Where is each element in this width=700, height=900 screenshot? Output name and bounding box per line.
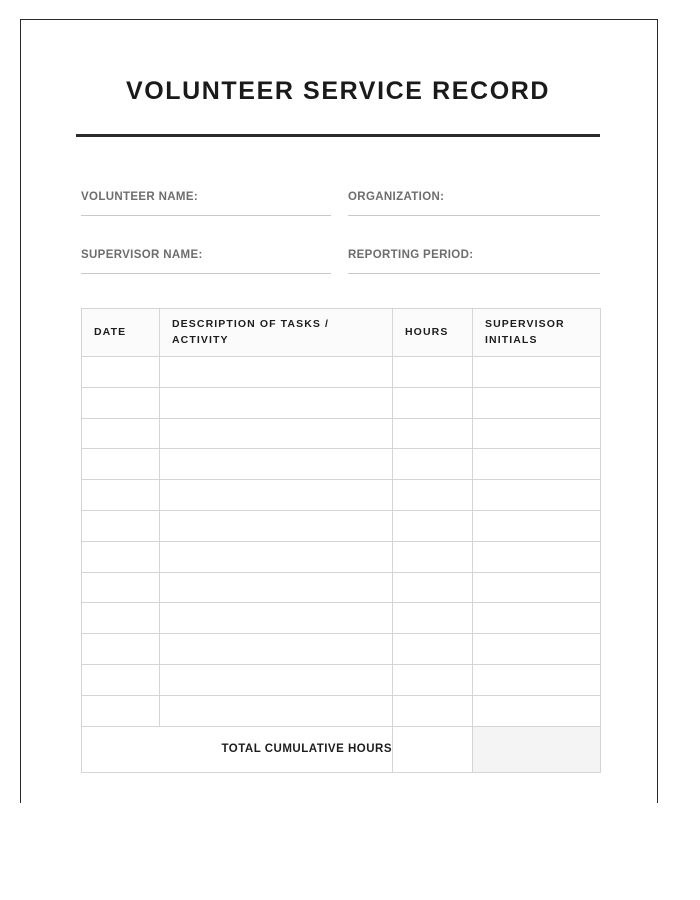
cell-description[interactable] — [160, 664, 393, 695]
field-label: VOLUNTEER NAME: — [81, 191, 199, 203]
table-row — [82, 418, 601, 449]
table-row — [82, 510, 601, 541]
cell-description[interactable] — [160, 418, 393, 449]
cell-date[interactable] — [82, 387, 160, 418]
column-header-description: DESCRIPTION OF TASKS / ACTIVITY — [160, 309, 393, 357]
cell-date[interactable] — [82, 541, 160, 572]
field-label: REPORTING PERIOD: — [348, 249, 474, 261]
page-title: VOLUNTEER SERVICE RECORD — [125, 77, 551, 105]
cell-date[interactable] — [82, 664, 160, 695]
cell-date[interactable] — [82, 357, 160, 388]
table-row — [82, 572, 601, 603]
table-row — [82, 695, 601, 726]
cell-initials[interactable] — [473, 480, 601, 511]
cell-hours[interactable] — [393, 449, 473, 480]
cell-date[interactable] — [82, 510, 160, 541]
cell-date[interactable] — [82, 634, 160, 665]
service-record-table — [81, 308, 601, 773]
field-underline — [81, 273, 331, 274]
cell-description[interactable] — [160, 510, 393, 541]
total-initials-shaded-cell — [473, 726, 601, 772]
cell-initials[interactable] — [473, 695, 601, 726]
cell-description[interactable] — [160, 603, 393, 634]
cell-initials[interactable] — [473, 541, 601, 572]
cell-hours[interactable] — [393, 480, 473, 511]
column-header-date: DATE — [82, 309, 160, 357]
cell-initials[interactable] — [473, 449, 601, 480]
cell-date[interactable] — [82, 603, 160, 634]
total-label-cell: TOTAL CUMULATIVE HOURS — [82, 726, 393, 772]
cell-initials[interactable] — [473, 418, 601, 449]
total-row — [82, 726, 601, 772]
table-row — [82, 387, 601, 418]
field-volunteer-name[interactable] — [81, 191, 331, 203]
cell-initials[interactable] — [473, 510, 601, 541]
title-divider — [76, 134, 600, 137]
cell-description[interactable] — [160, 387, 393, 418]
cell-initials[interactable] — [473, 664, 601, 695]
table-header — [82, 309, 601, 357]
cell-hours[interactable] — [393, 634, 473, 665]
table-row — [82, 603, 601, 634]
cell-date[interactable] — [82, 449, 160, 480]
table-footer — [82, 726, 601, 772]
cell-description[interactable] — [160, 634, 393, 665]
cell-initials[interactable] — [473, 634, 601, 665]
cell-initials[interactable] — [473, 572, 601, 603]
cell-hours[interactable] — [393, 510, 473, 541]
field-underline — [348, 273, 600, 274]
total-hours-cell[interactable] — [393, 726, 473, 772]
table-row — [82, 664, 601, 695]
cell-date[interactable] — [82, 480, 160, 511]
field-organization[interactable] — [348, 191, 600, 203]
cell-hours[interactable] — [393, 387, 473, 418]
table-row — [82, 449, 601, 480]
field-label: ORGANIZATION: — [348, 191, 445, 203]
cell-description[interactable] — [160, 357, 393, 388]
column-header-initials: SUPERVISOR INITIALS — [473, 309, 601, 357]
cell-date[interactable] — [82, 418, 160, 449]
cell-date[interactable] — [82, 695, 160, 726]
column-header-hours: HOURS — [393, 309, 473, 357]
cell-description[interactable] — [160, 541, 393, 572]
field-label: SUPERVISOR NAME: — [81, 249, 203, 261]
table-body — [82, 357, 601, 727]
field-underline — [348, 215, 600, 216]
table-row — [82, 634, 601, 665]
cell-hours[interactable] — [393, 541, 473, 572]
cell-hours[interactable] — [393, 357, 473, 388]
cell-description[interactable] — [160, 572, 393, 603]
cell-initials[interactable] — [473, 387, 601, 418]
table-row — [82, 480, 601, 511]
cell-description[interactable] — [160, 695, 393, 726]
cell-hours[interactable] — [393, 664, 473, 695]
cell-hours[interactable] — [393, 695, 473, 726]
cell-hours[interactable] — [393, 418, 473, 449]
cell-initials[interactable] — [473, 603, 601, 634]
cell-initials[interactable] — [473, 357, 601, 388]
table-row — [82, 541, 601, 572]
field-supervisor-name[interactable] — [81, 249, 331, 261]
table-header-row — [82, 309, 601, 357]
cell-description[interactable] — [160, 449, 393, 480]
field-underline — [81, 215, 331, 216]
field-reporting-period[interactable] — [348, 249, 600, 261]
table-row — [82, 357, 601, 388]
cell-date[interactable] — [82, 572, 160, 603]
cell-hours[interactable] — [393, 603, 473, 634]
cell-hours[interactable] — [393, 572, 473, 603]
cell-description[interactable] — [160, 480, 393, 511]
